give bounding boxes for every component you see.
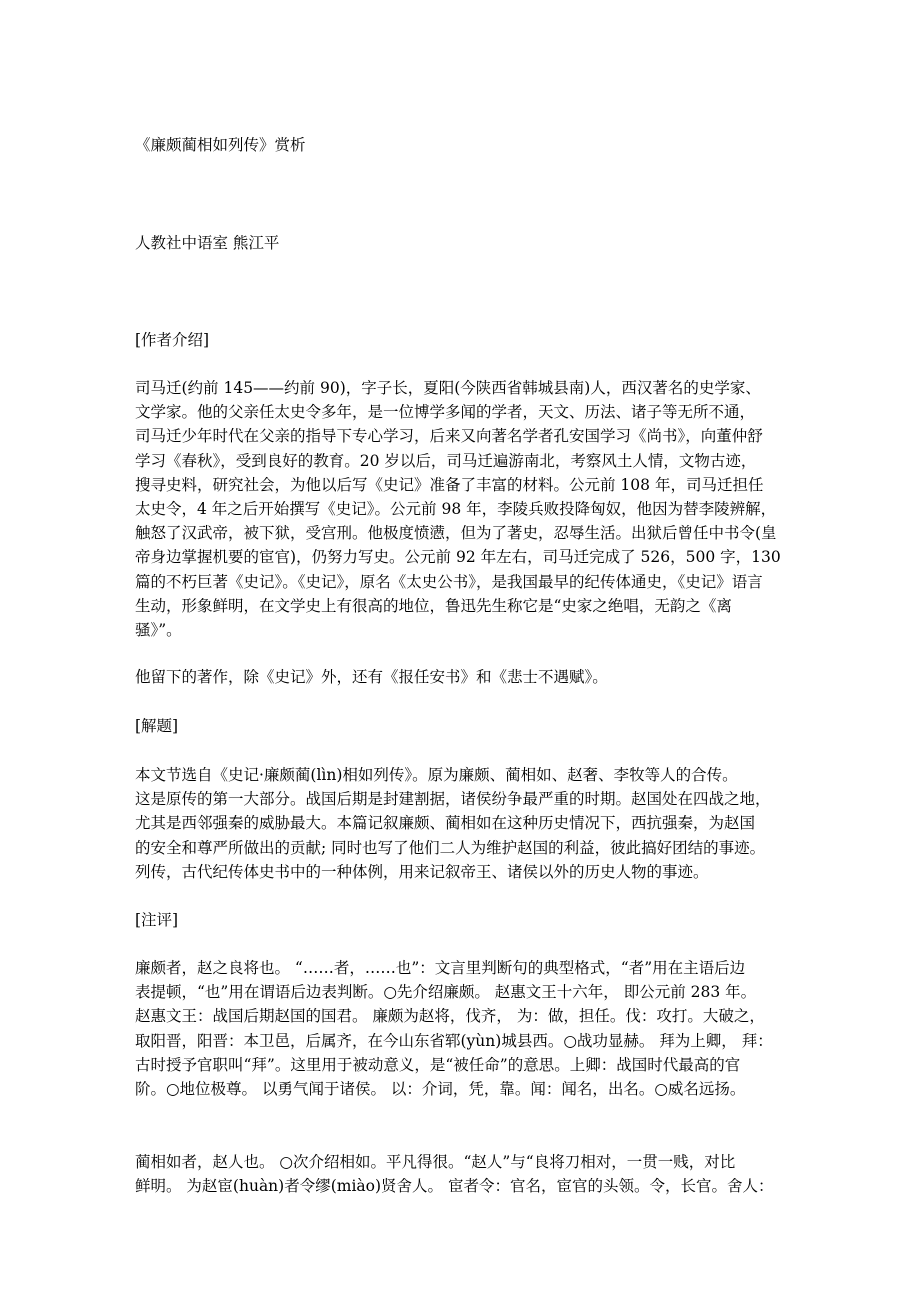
text-line: 列传，古代纪传体史书中的一种体例，用来记叙帝王、诸侯以外的历史人物的事迹。 (135, 862, 709, 881)
annotation-paragraph-1 (135, 956, 773, 1101)
section-heading-author-intro: [作者介绍] (135, 331, 210, 349)
text-line: 司马迁少年时代在父亲的指导下专心学习，后来又向著名学者孔安国学习《尚书》，向董仲舒 (135, 427, 763, 446)
text-line: 篇的不朽巨著《史记》。《史记》，原名《太史公书》，是我国最早的纪传体通史，《史记》语言 (135, 572, 763, 591)
text-line: 学习《春秋》，受到良好的教育。20 岁以后，司马迁遍游南北，考察风土人情，文物古迹， (135, 451, 757, 470)
text-line: 这是原传的第一大部分。战国后期是封建割据，诸侯纷争最严重的时期。赵国处在四战之地， (135, 790, 771, 809)
text-line: 取阳晋，阳晋：本卫邑，后属齐，在今山东省郓(yùn)城县西。○战功显赫。 拜为上卿， 拜： (135, 1031, 773, 1050)
text-line: 触怒了汉武帝，被下狱，受宫刑。他极度愤懑，但为了著史，忍辱生活。出狱后曾任中书令(皇 (135, 524, 777, 543)
text-line: 司马迁(约前 145——约前 90)，字子长，夏阳(今陕西省韩城县南)人，西汉著名的史学家、 (135, 379, 761, 397)
text-line: 帝身边掌握机要的宦官)，仍努力写史。公元前 92 年左右，司马迁完成了 526，500 字，130 (135, 548, 781, 567)
author-intro-paragraph (135, 376, 781, 642)
text-line: 鲜明。 为赵宦(huàn)者令缪(miào)贤舍人。 宦者令：官名，宦官的头领。令，长官。舍人： (135, 1177, 774, 1196)
section-heading-explanation: [解题] (135, 717, 179, 735)
text-line: 文学家。他的父亲任太史令多年，是一位博学多闻的学者，天文、历法、诸子等无所不通， (135, 403, 756, 422)
text-line: 骚》”。 (135, 620, 182, 639)
text-line: 搜寻史料，研究社会，为他以后写《史记》准备了丰富的材料。公元前 108 年，司马迁担任 (135, 475, 764, 494)
text-line: 的安全和尊严所做出的贡献; 同时也写了他们二人为维护赵国的利益，彼此搞好团结的事迹。 (135, 838, 766, 857)
works-paragraph: 他留下的著作，除《史记》外，还有《报任安书》和《悲士不遇赋》。 (135, 668, 608, 686)
text-line: 古时授予官职叫“拜”。这里用于被动意义，是“被任命”的意思。上卿：战国时代最高的官 (135, 1055, 741, 1074)
text-line: 赵惠文王：战国后期赵国的国君。 廉颇为赵将，伐齐， 为：做，担任。伐：攻打。大破之， (135, 1007, 765, 1026)
document-author: 人教社中语室 熊江平 (135, 234, 280, 252)
annotation-paragraph-2 (135, 1150, 773, 1198)
document-title: 《廉颇蔺相如列传》赏析 (135, 136, 306, 154)
text-line: 阶。○地位极尊。 以勇气闻于诸侯。 以：介词，凭，靠。闻：闻名，出名。○威名远扬。 (135, 1079, 746, 1098)
text-line: 尤其是西邻强秦的威胁最大。本篇记叙廉颇、蔺相如在这种历史情况下，西抗强秦，为赵国 (135, 814, 756, 833)
text-line: 太史令，4 年之后开始撰写《史记》。公元前 98 年，李陵兵败投降匈奴，他因为替李陵辨解， (135, 499, 777, 518)
section-heading-annotation: [注评] (135, 911, 179, 929)
text-line: 本文节选自《史记·廉颇蔺(lìn)相如列传》。原为廉颇、蔺相如、赵奢、李牧等人的合传。 (135, 766, 738, 784)
text-line: 生动，形象鲜明，在文学史上有很高的地位，鲁迅先生称它是“史家之绝唱，无韵之《离 (135, 596, 732, 615)
text-line: 廉颇者，赵之良将也。 “……者，……也”：文言里判断句的典型格式，“者”用在主语后边 (135, 959, 746, 977)
text-line: 蔺相如者，赵人也。 ○次介绍相如。平凡得很。“赵人”与“良将刀相对，一贯一贱，对比 (135, 1153, 736, 1171)
explanation-paragraph (135, 763, 771, 884)
text-line: 表提顿，“也”用在谓语后边表判断。○先介绍廉颇。 赵惠文王十六年， 即公元前 283 年。 (135, 983, 757, 1002)
